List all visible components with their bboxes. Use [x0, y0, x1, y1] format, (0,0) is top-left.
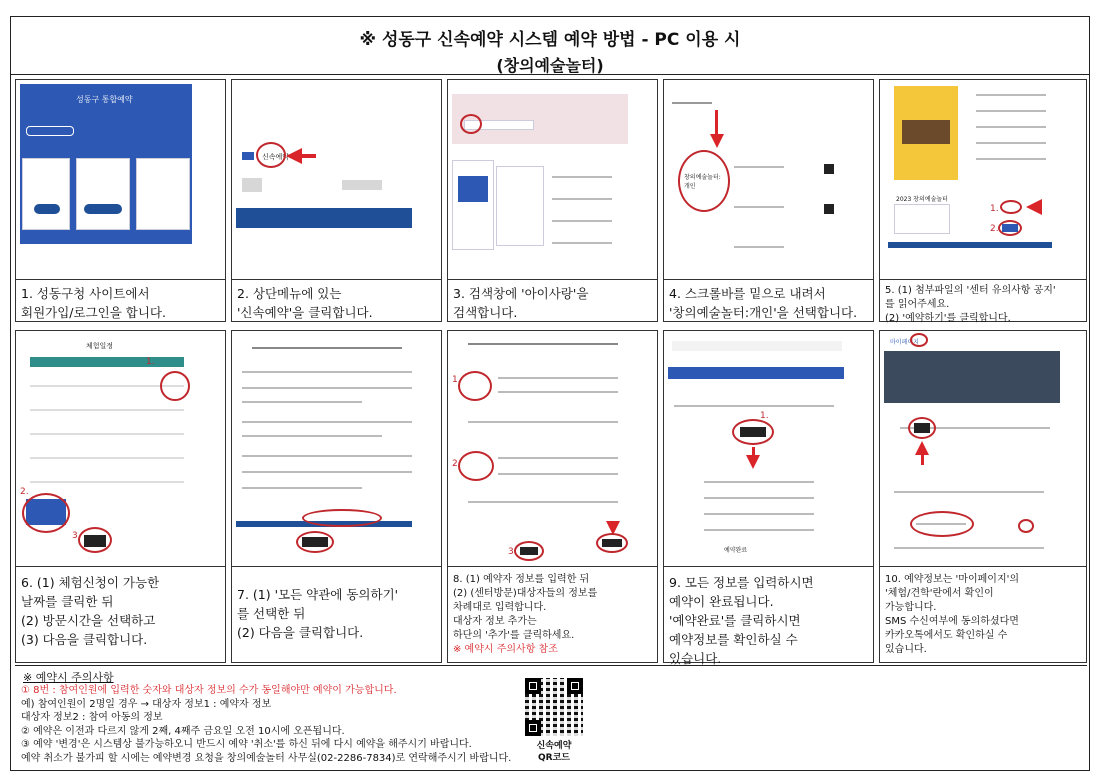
- step-6-caption: 6. (1) 체험신청이 가능한 날짜를 클릭한 뒤 (2) 방문시간을 선택하고 (3) 다음을 클릭합니다.: [21, 575, 160, 647]
- title-box: [11, 17, 1089, 75]
- step-10-screenshot: [880, 331, 1086, 567]
- guide-sheet: [10, 16, 1090, 771]
- step-5-screenshot: 2023 창의예술놀터 1. 2.: [880, 80, 1086, 280]
- event-title: 2023 창의예술놀터: [896, 196, 948, 203]
- page-subtitle: (창의예술놀터): [496, 56, 604, 75]
- step-7-cell: [231, 330, 442, 663]
- brand-label: 성동구 통합예약: [76, 95, 133, 104]
- step-7-caption: 7. (1) '모든 약관에 동의하기' 를 선택한 뒤 (2) 다음을 클릭합니다.: [237, 587, 399, 640]
- arrow-icon: [710, 134, 724, 148]
- arrow-icon: [746, 455, 760, 469]
- notes-section: [15, 665, 1087, 769]
- notes-line: ① 8번 : 참여인원에 입력한 숫자와 대상자 정보의 수가 동일해야만 예약이 가능합니다.: [21, 685, 397, 696]
- step-6-cell: [15, 330, 226, 663]
- step-2-screenshot: [232, 80, 441, 280]
- notes-line: 예) 참여인원이 2명일 경우 → 대상자 정보1 : 예약자 정보: [21, 698, 272, 710]
- step-5-cell: [879, 79, 1087, 322]
- step-4-screenshot: [664, 80, 873, 280]
- page-title: ※ 성동구 신속예약 시스템 예약 방법 - PC 이용 시: [359, 30, 741, 50]
- qr-code-icon[interactable]: [525, 678, 583, 736]
- step-8-cell: [447, 330, 658, 663]
- step-3-cell: [447, 79, 658, 322]
- step-4-cell: [663, 79, 874, 322]
- calendar-title: 체험일정: [86, 342, 114, 350]
- step-1-cell: [15, 79, 226, 322]
- arrow-icon: [915, 441, 929, 455]
- step-2-cell: [231, 79, 442, 322]
- step-1-screenshot: [16, 80, 225, 280]
- step-9-screenshot: 1. 예약완료: [664, 331, 873, 567]
- notes-heading: ※ 예약시 주의사항: [23, 671, 114, 684]
- step-1-caption: 1. 성동구청 사이트에서 회원가입/로그인을 합니다.: [21, 286, 166, 320]
- notes-line: ③ 예약 '변경'은 시스템상 불가능하오니 반드시 예약 '취소'를 하신 뒤에 다시 예약을 해주시기 바랍니다.: [21, 739, 472, 751]
- arrow-icon: [1026, 199, 1042, 215]
- step-2-caption: 2. 상단메뉴에 있는 '신속예약'을 클릭합니다.: [237, 286, 373, 320]
- qr-label: 신속예약 QR코드: [536, 741, 572, 763]
- complete-button-label: 예약완료: [724, 547, 748, 554]
- step-10-cell: [879, 330, 1087, 663]
- step-9-cell: [663, 330, 874, 666]
- step-8-screenshot: 1. 2. 3.: [448, 331, 657, 567]
- notes-body: [21, 684, 511, 766]
- notes-line: ② 예약은 이전과 다르지 않게 2째, 4째주 금요일 오전 10시에 오픈됩니다.: [21, 725, 345, 737]
- step-6-screenshot: 체험일정 1. 2. 3.: [16, 331, 225, 567]
- step-7-screenshot: [232, 331, 441, 567]
- mypage-label: 마이페이지: [890, 339, 919, 346]
- step-4-caption: 4. 스크롤바를 밑으로 내려서 '창의예술놀터:개인'을 선택합니다.: [669, 286, 858, 320]
- list-item-label: 창의예술놀터:개인: [684, 174, 721, 190]
- step-3-caption: 3. 검색창에 '아이사랑'을 검색합니다.: [453, 286, 589, 320]
- step-10-caption: 10. 예약정보는 '마이페이지'의 '체험/견학'란에서 확인이 가능합니다. SMS 수신여부에 동의하셨다면 카카오톡에서도 확인하실 수 있습니다.: [885, 574, 1020, 655]
- step-8-caption: 8. (1) 예약자 정보를 입력한 뒤 (2) (센터방문)대상자들의 정보를 차례대로 입력합니다. 대상자 정보 추가는 하단의 '추가'를 클릭하세요. ※ 예약시 주의사항 참조: [453, 574, 598, 655]
- step-5-caption: 5. (1) 첨부파일의 '센터 유의사항 공지' 를 읽어주세요. (2) '예약하기'를 클릭합니다.: [885, 285, 1056, 324]
- menu-label: 신속예약: [262, 153, 290, 161]
- notes-line: 예약 취소가 불가피 할 시에는 예약변경 요청을 창의예술놀터 사무실(02-2286-7834)로 연락해주시기 바랍니다.: [21, 752, 512, 764]
- step-3-screenshot: [448, 80, 657, 280]
- step-9-caption: 9. 모든 정보를 입력하시면 예약이 완료됩니다. '예약완료'를 클릭하시면 예약정보를 확인하실 수 있습니다.: [669, 575, 814, 666]
- notes-line: 대상자 정보2 : 참여 아동의 정보: [21, 712, 163, 724]
